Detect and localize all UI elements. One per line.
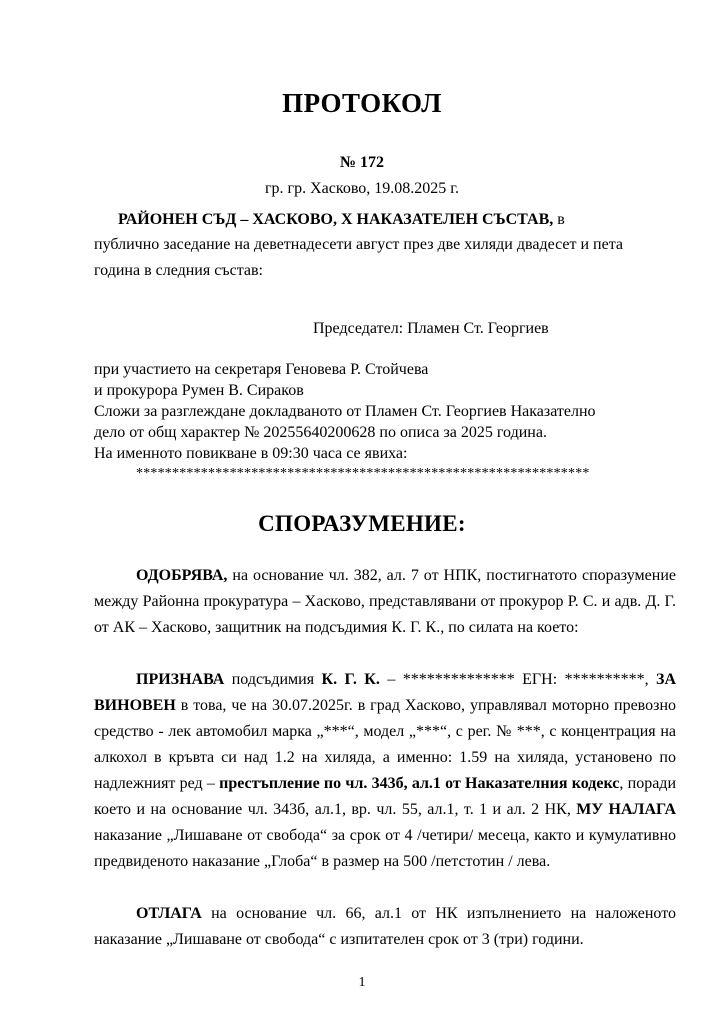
verdict-text-2: – ************** ЕГН: **********, [379, 671, 656, 688]
secretary-line: при участието на секретаря Геновева Р. Стойчева [94, 361, 429, 378]
place-date: гр. гр. Хасково, 19.08.2025 г. [264, 180, 460, 197]
verdict-text-1: подсъдимия [224, 671, 322, 688]
verdict-text-4: , поради което и на основание чл. 343б, ал.1, вр. чл. 55, ал.1, т. 1 и ал. 2 НК, [94, 775, 677, 818]
agreement-title: СПОРАЗУМЕНИЕ: [258, 511, 466, 536]
paragraph-postpones [94, 901, 676, 953]
recognizes-keyword: ПРИЗНАВА [136, 671, 225, 688]
protocol-number: № 172 [339, 154, 385, 171]
postpones-keyword: ОТЛАГА [136, 905, 202, 922]
postpones-text: на основание чл. 66, ал.1 от НК изпълнението на наложеното наказание „Лишаване от свобода“ с изпитателен срок от 3 (три) години. [94, 905, 676, 948]
case-line-1: Сложи за разглеждане докладваното от Пламен Ст. Георгиев Наказателно [94, 403, 596, 420]
court-line [118, 211, 565, 229]
session-line-1: публично заседание на деветнадесети август през две хиляди двадесет и пета [94, 236, 623, 253]
page-number: 1 [358, 975, 366, 990]
guilty-keyword: ЗА ВИНОВЕН [94, 671, 676, 714]
crime-reference: престъпление по чл. 343б, ал.1 от Наказателния кодекс [219, 775, 620, 792]
verdict-text-3: в това, че на 30.07.2025г. в град Хасково, управлявал моторно превозно средство - лек автомобил марка „***“, модел „***“, с рег. № ***, с концентрация на алкохол в кръвта си над 1.2 на хиляда, а именно: 1.59 на хиляда, установено по надлежният ред – [94, 697, 676, 792]
appearance-line: На именното повикване в 09:30 часа се явиха: [94, 445, 408, 462]
paragraph-verdict [94, 667, 676, 875]
prosecutor-line: и прокурора Румен В. Сираков [94, 382, 304, 399]
session-line-2: година в следния състав: [94, 262, 263, 279]
separator-stars: *************************************************************** [136, 466, 590, 481]
court-line-rest: в [553, 211, 565, 228]
imposes-keyword: МУ НАЛАГА [576, 801, 677, 818]
approves-text: на основание чл. 382, ал. 7 от НПК, постигнатото споразумение между Районна прокуратура – Хасково, представлявани от прокурор Р. С. и адв. Д. Г. от АК – Хасково, защитник на подсъдимия К. Г. К., по силата на което: [94, 567, 676, 636]
defendant-name: К. Г. К. [321, 671, 380, 688]
paragraph-approves [94, 563, 676, 641]
court-name: РАЙОНЕН СЪД – ХАСКОВО, Х НАКАЗАТЕЛЕН СЪСТАВ, [118, 211, 554, 228]
verdict-text-5: наказание „Лишаване от свобода“ за срок от 4 /четири/ месеца, както и кумулативно предвиденото наказание „Глоба“ в размер на 500 /петстотин / лева. [94, 827, 676, 870]
chairman-line: Председател: Пламен Ст. Георгиев [313, 320, 549, 337]
document-title: ПРОТОКОЛ [282, 88, 442, 118]
approves-keyword: ОДОБРЯВА, [136, 567, 228, 584]
case-line-2: дело от общ характер № 20255640200628 по описа за 2025 година. [94, 424, 547, 441]
